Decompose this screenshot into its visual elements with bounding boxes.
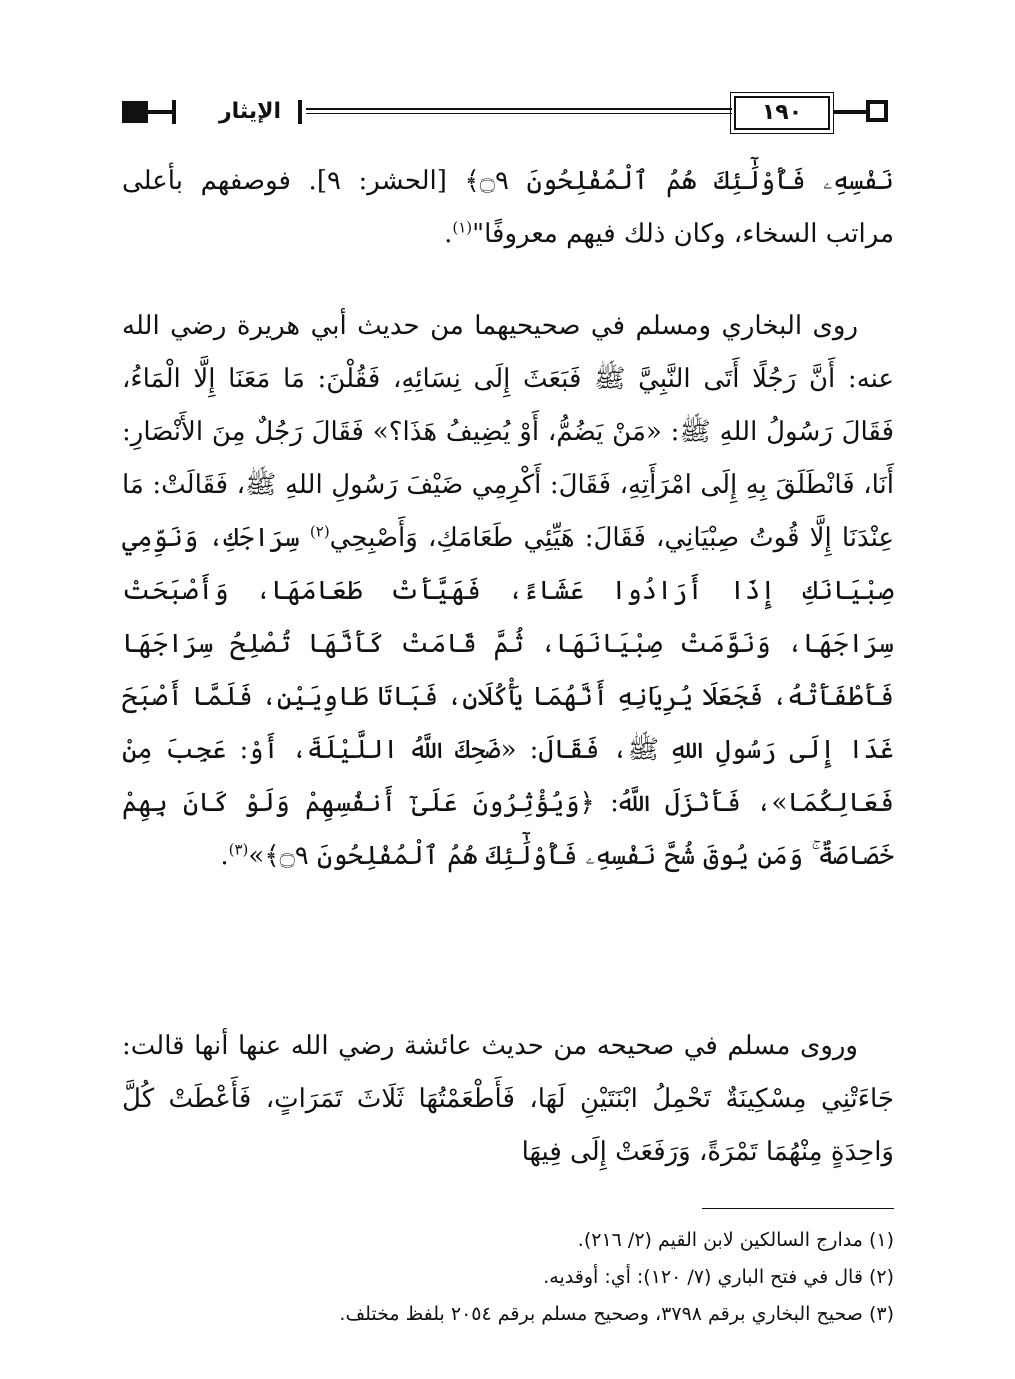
footnote-2: (٢) قال في فتح الباري (٧/ ١٢٠): أي: أوقديه. bbox=[543, 1266, 894, 1288]
footnote-3: (٣) صحيح البخاري برقم ٣٧٩٨، وصحيح مسلم برقم ٢٠٥٤ بلفظ مختلف. bbox=[339, 1303, 894, 1325]
paragraph-end: . bbox=[444, 219, 453, 249]
paragraph-hadith-bukhari-muslim bbox=[122, 300, 894, 883]
paragraph-continuation bbox=[122, 155, 894, 261]
footnote-separator bbox=[702, 1208, 894, 1209]
header-ornament-bar bbox=[148, 110, 172, 114]
header-ornament-right-square bbox=[866, 100, 888, 122]
chapter-title: الإيثار bbox=[218, 99, 282, 124]
header-ornament-tick bbox=[172, 100, 176, 124]
page-number: ١٩٠ bbox=[734, 96, 830, 130]
header-ornament-bar bbox=[834, 110, 866, 114]
footnote-ref: (٢) bbox=[309, 522, 330, 541]
paragraph-text: وروى مسلم في صحيحه من حديث عائشة رضي الله عنها أنها قالت: جَاءَتْنِي مِسْكِينَةٌ تَحْمِلُ ابْنَتَيْنِ لَهَا، فَأَطْعَمْتُهَا ثَلَاثَ تَمَرَاتٍ، فَأَعْطَتْ كُلَّ وَاحِدَةٍ مِنْهُمَا تَمْرَةً، وَرَفَعَتْ إِلَى فِيهَا bbox=[122, 1031, 894, 1167]
header-ornament-left-square bbox=[122, 101, 148, 123]
footnote-ref: (٣) bbox=[228, 840, 249, 859]
paragraph-hadith-aisha bbox=[122, 1020, 894, 1179]
header-ornament-tick bbox=[298, 100, 302, 124]
footnotes bbox=[122, 1222, 894, 1333]
paragraph-text-continued: سِرَاجَكِ، وَنَوِّمِي صِبْيَانَكِ إِذَا أَرَادُوا عَشَاءً، فَهَيَّأَتْ طَعَامَهَا، وَأَصْبَحَتْ سِرَاجَهَا، وَنَوَّمَتْ صِبْيَانَهَا، ثُمَّ قَامَتْ كَأَنَّهَا تُصْلِحُ سِرَاجَهَا فَأَطْفَأَتْهُ، فَجَعَلَا يُرِيَانِهِ أَنَّهُمَا يَأْكُلَانِ، فَبَاتَا طَاوِيَيْنِ، فَلَمَّا أَصْبَحَ غَدَا إِلَى رَسُولِ اللهِ ﷺ، فَقَالَ: «ضَحِكَ اللَّهُ اللَّيْلَةَ، أَوْ: عَجِبَ مِنْ فَعَالِكُمَا»، فَأَنْزَلَ اللَّهُ: ﴿وَيُؤْثِرُونَ عَلَىٰٓ أَنفُسِهِمْ وَلَوْ كَانَ بِهِمْ خَصَاصَةٌ ۚ وَمَن يُوقَ شُحَّ نَفْسِهِۦ فَأُوْلَٰٓئِكَ هُمُ ٱلْمُفْلِحُونَ ۝٩﴾» bbox=[122, 523, 894, 871]
paragraph-text: نَفْسِهِۦ فَأُوْلَٰٓئِكَ هُمُ ٱلْمُفْلِحُونَ ۝٩﴾ [الحشر: ٩]. فوصفهم بأعلى مراتب السخاء، وكان ذلك فيهم معروفًا" bbox=[122, 166, 895, 249]
header-double-rule bbox=[306, 108, 732, 114]
footnote-1: (١) مدارج السالكين لابن القيم (٢/ ٢١٦). bbox=[577, 1229, 894, 1251]
page-header bbox=[122, 96, 894, 136]
paragraph-end: . bbox=[220, 841, 229, 871]
footnote-ref: (١) bbox=[452, 218, 473, 237]
paragraph-text: روى البخاري ومسلم في صحيحيهما من حديث أبي هريرة رضي الله عنه: أَنَّ رَجُلًا أَتَى النَّبِيَّ ﷺ فَبَعَثَ إِلَى نِسَائِهِ، فَقُلْنَ: مَا مَعَنَا إِلَّا الْمَاءُ، فَقَالَ رَسُولُ اللهِ ﷺ: «مَنْ يَضُمُّ، أَوْ يُضِيفُ هَذَا؟» فَقَالَ رَجُلٌ مِنَ الأَنْصَارِ: أَنَا، فَانْطَلَقَ بِهِ إِلَى امْرَأَتِهِ، فَقَالَ: أَكْرِمِي ضَيْفَ رَسُولِ اللهِ ﷺ، فَقَالَتْ: مَا عِنْدَنَا إِلَّا قُوتُ صِبْيَانِي، فَقَالَ: هَيِّئِي طَعَامَكِ، وَأَصْبِحِي bbox=[122, 311, 895, 553]
